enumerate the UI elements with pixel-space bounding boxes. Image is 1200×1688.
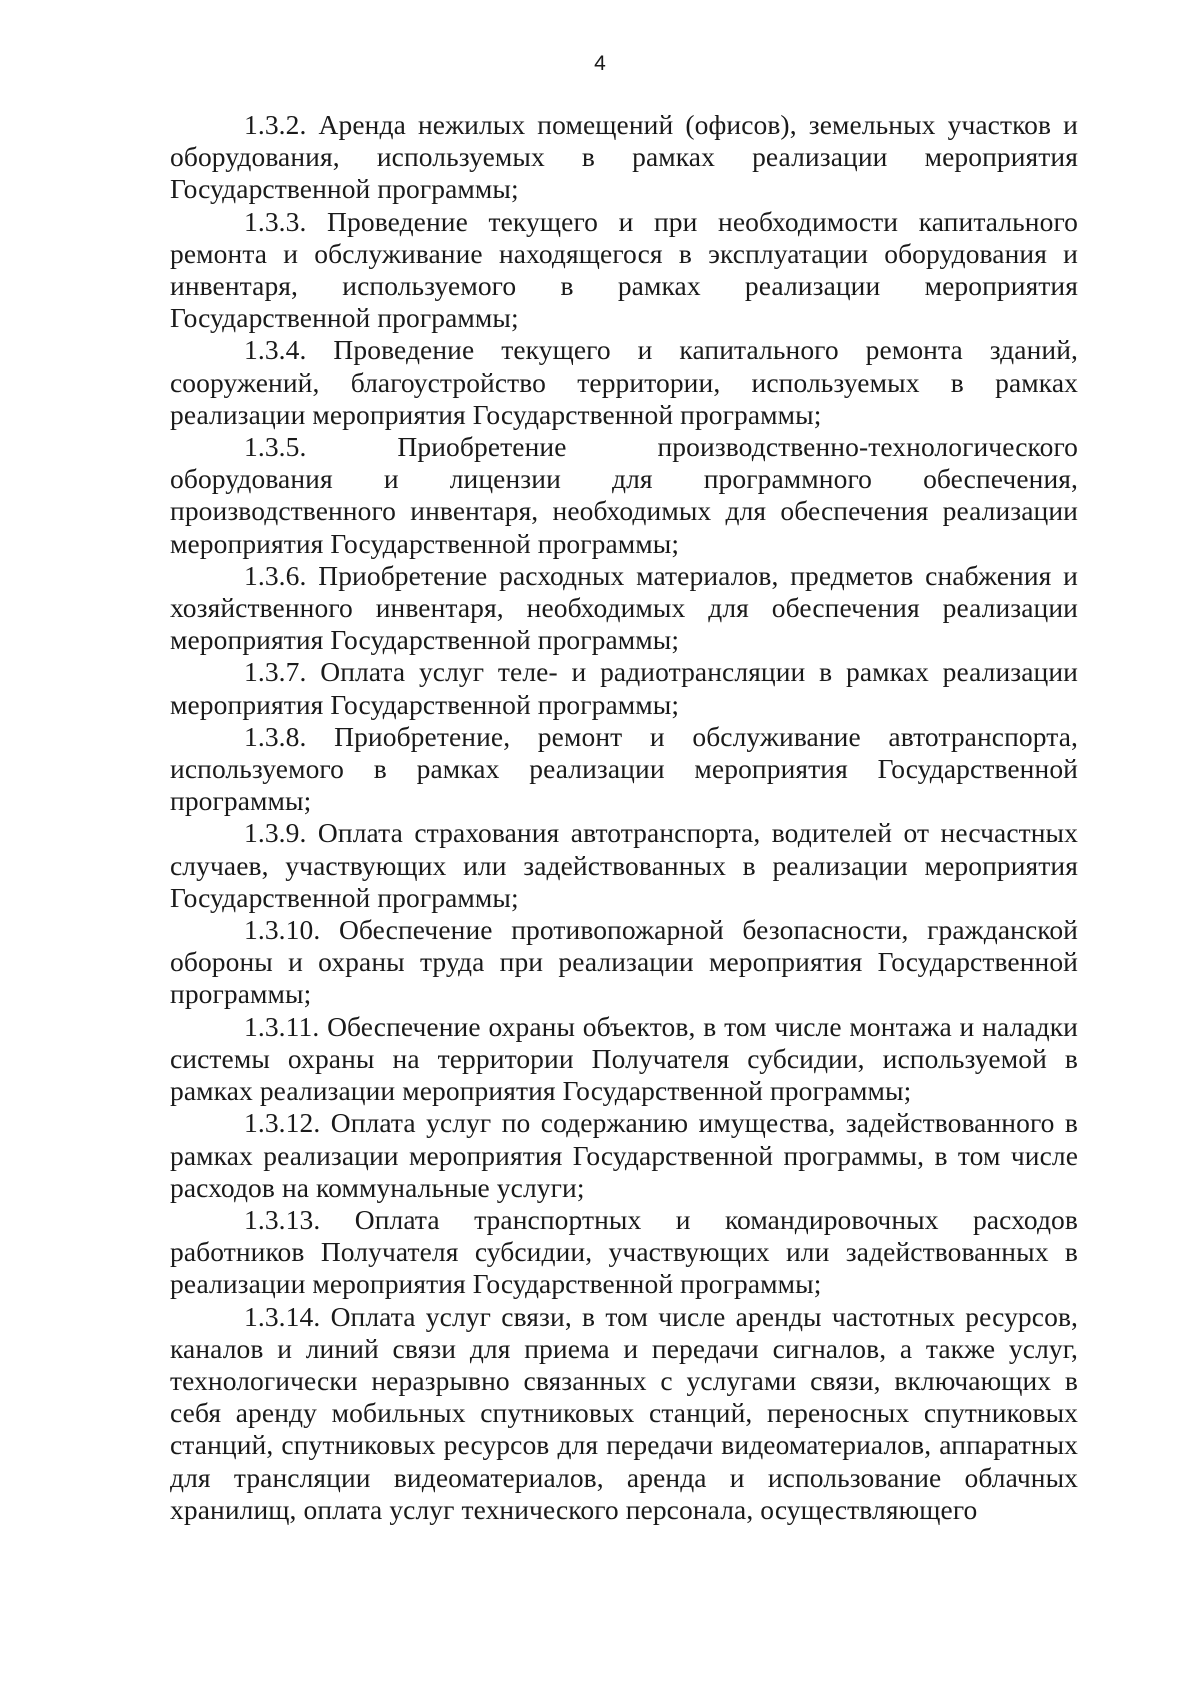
paragraph-1-3-9: 1.3.9. Оплата страхования автотранспорта, водителей от несчастных случаев, участвующих или задействованных в реализации мероприятия Государственной программы; xyxy=(170,817,1078,913)
paragraph-1-3-10: 1.3.10. Обеспечение противопожарной безопасности, гражданской обороны и охраны труда при реализации мероприятия Государственной программы; xyxy=(170,914,1078,1010)
paragraph-1-3-8: 1.3.8. Приобретение, ремонт и обслуживание автотранспорта, используемого в рамках реализации мероприятия Государственной программы; xyxy=(170,720,1078,817)
paragraph-1-3-12: 1.3.12. Оплата услуг по содержанию имущества, задействованного в рамках реализации мероприятия Государственной программы, в том числе расходов на коммунальные услуги; xyxy=(170,1107,1078,1203)
page-number: 4 xyxy=(594,52,606,75)
document-body xyxy=(170,109,1078,1526)
paragraph-1-3-7: 1.3.7. Оплата услуг теле- и радиотрансляции в рамках реализации мероприятия Государственной программы; xyxy=(170,656,1078,720)
paragraph-1-3-3: 1.3.3. Проведение текущего и при необходимости капитального ремонта и обслуживание находящегося в эксплуатации оборудования и инвентаря, используемого в рамках реализации мероприятия Государственной программы; xyxy=(170,205,1078,334)
paragraph-1-3-11: 1.3.11. Обеспечение охраны объектов, в том числе монтажа и наладки системы охраны на территории Получателя субсидии, используемой в рамках реализации мероприятия Государственной программы; xyxy=(170,1010,1078,1107)
paragraph-1-3-4: 1.3.4. Проведение текущего и капитального ремонта зданий, сооружений, благоустройство территории, используемых в рамках реализации мероприятия Государственной программы; xyxy=(170,334,1078,430)
paragraph-1-3-14: 1.3.14. Оплата услуг связи, в том числе аренды частотных ресурсов, каналов и линий связи для приема и передачи сигналов, а также услуг, технологически неразрывно связанных с услугами связи, включающих в себя аренду мобильных спутниковых станций, переносных спутниковых станций, спутниковых ресурсов для передачи видеоматериалов, аппаратных для трансляции видеоматериалов, аренда и использование облачных хранилищ, оплата услуг технического персонала, осуществляющего xyxy=(170,1300,1078,1525)
paragraph-1-3-6: 1.3.6. Приобретение расходных материалов, предметов снабжения и хозяйственного инвентаря, необходимых для обеспечения реализации мероприятия Государственной программы; xyxy=(170,559,1078,656)
paragraph-1-3-13: 1.3.13. Оплата транспортных и командировочных расходов работников Получателя субсидии, участвующих или задействованных в реализации мероприятия Государственной программы; xyxy=(170,1203,1078,1300)
paragraph-1-3-5: 1.3.5. Приобретение производственно-технологического оборудования и лицензии для программного обеспечения, производственного инвентаря, необходимых для обеспечения реализации мероприятия Государственной программы; xyxy=(170,431,1078,559)
paragraph-1-3-2: 1.3.2. Аренда нежилых помещений (офисов), земельных участков и оборудования, используемых в рамках реализации мероприятия Государственной программы; xyxy=(170,109,1078,205)
